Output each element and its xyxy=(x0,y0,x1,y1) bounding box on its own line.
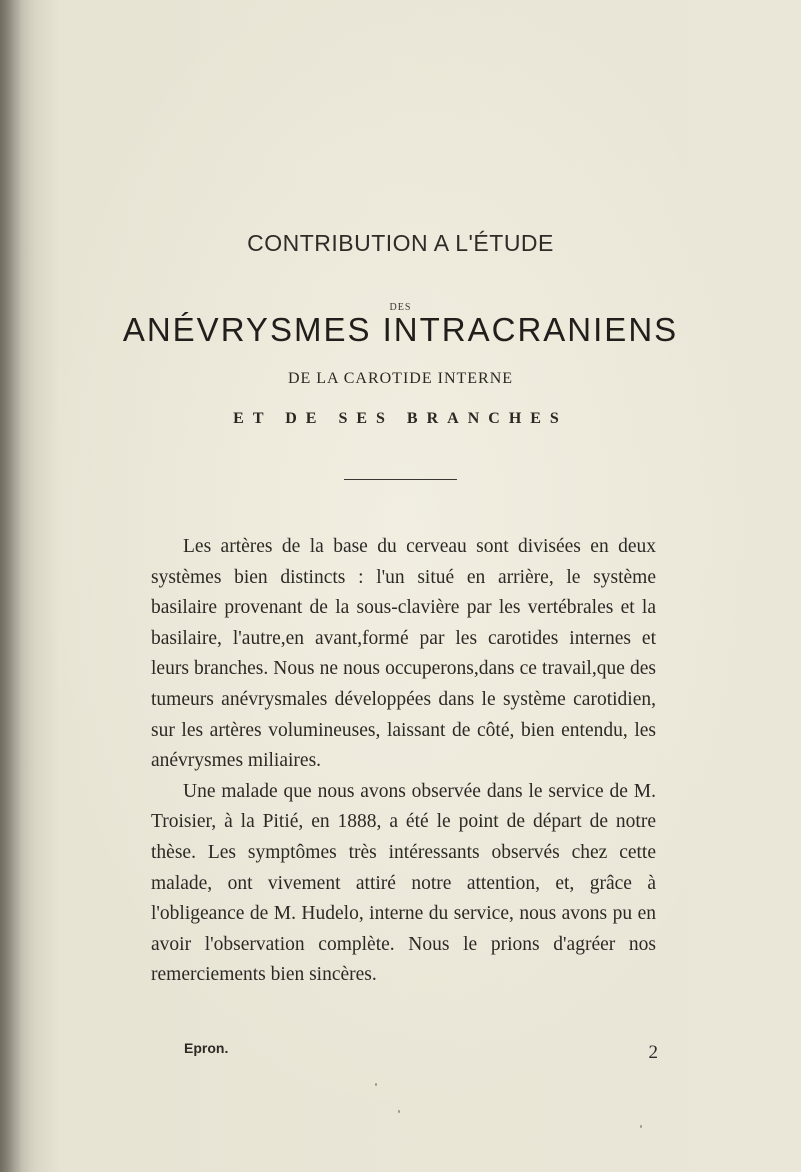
title-line-contribution: CONTRIBUTION A L'ÉTUDE xyxy=(247,230,554,256)
subtitle-branches: ET DE SES BRANCHES xyxy=(233,410,568,427)
title-divider xyxy=(344,479,457,480)
subtitle-carotide: DE LA CAROTIDE INTERNE xyxy=(287,370,514,387)
footer-signature: Epron. xyxy=(184,1040,229,1056)
page-footer xyxy=(184,1040,658,1064)
title-des: DES xyxy=(389,302,412,313)
paragraph: Une malade que nous avons observée dans le service de M. Troisier, à la Pitié, en 1888, a été le point de départ de notre thèse. Les symptômes très intéressants observés chez cette malade, ont vivement attiré notre attention, et, grâce à l'obligeance de M. Hudelo, interne du service, nous avons pu en avoir l'observation complète. Nous le prions d'agréer nos remerciements bien sincères. xyxy=(151,780,656,986)
paragraph: Les artères de la base du cerveau sont divisées en deux systèmes bien distincts : l'un situé en arrière, le système basilaire provenant de la sous-clavière par les vertébrales et la basilaire, l'autre,en avant,formé par les carotides internes et leurs branches. Nous ne nous occuperons,dans ce travail,que des tumeurs anévrysmales développées dans le système carotidien, sur les artères volumineuses, laissant de côté, bien entendu, les anévrysmes miliaires. xyxy=(151,536,656,772)
paper-speck xyxy=(398,1110,400,1113)
body-text xyxy=(151,532,656,991)
page-number: 2 xyxy=(648,1042,658,1063)
paper-speck xyxy=(640,1125,642,1128)
page-edge-shadow xyxy=(0,0,22,1172)
paper-speck xyxy=(375,1083,377,1086)
main-title: ANÉVRYSMES INTRACRANIENS xyxy=(122,311,679,348)
